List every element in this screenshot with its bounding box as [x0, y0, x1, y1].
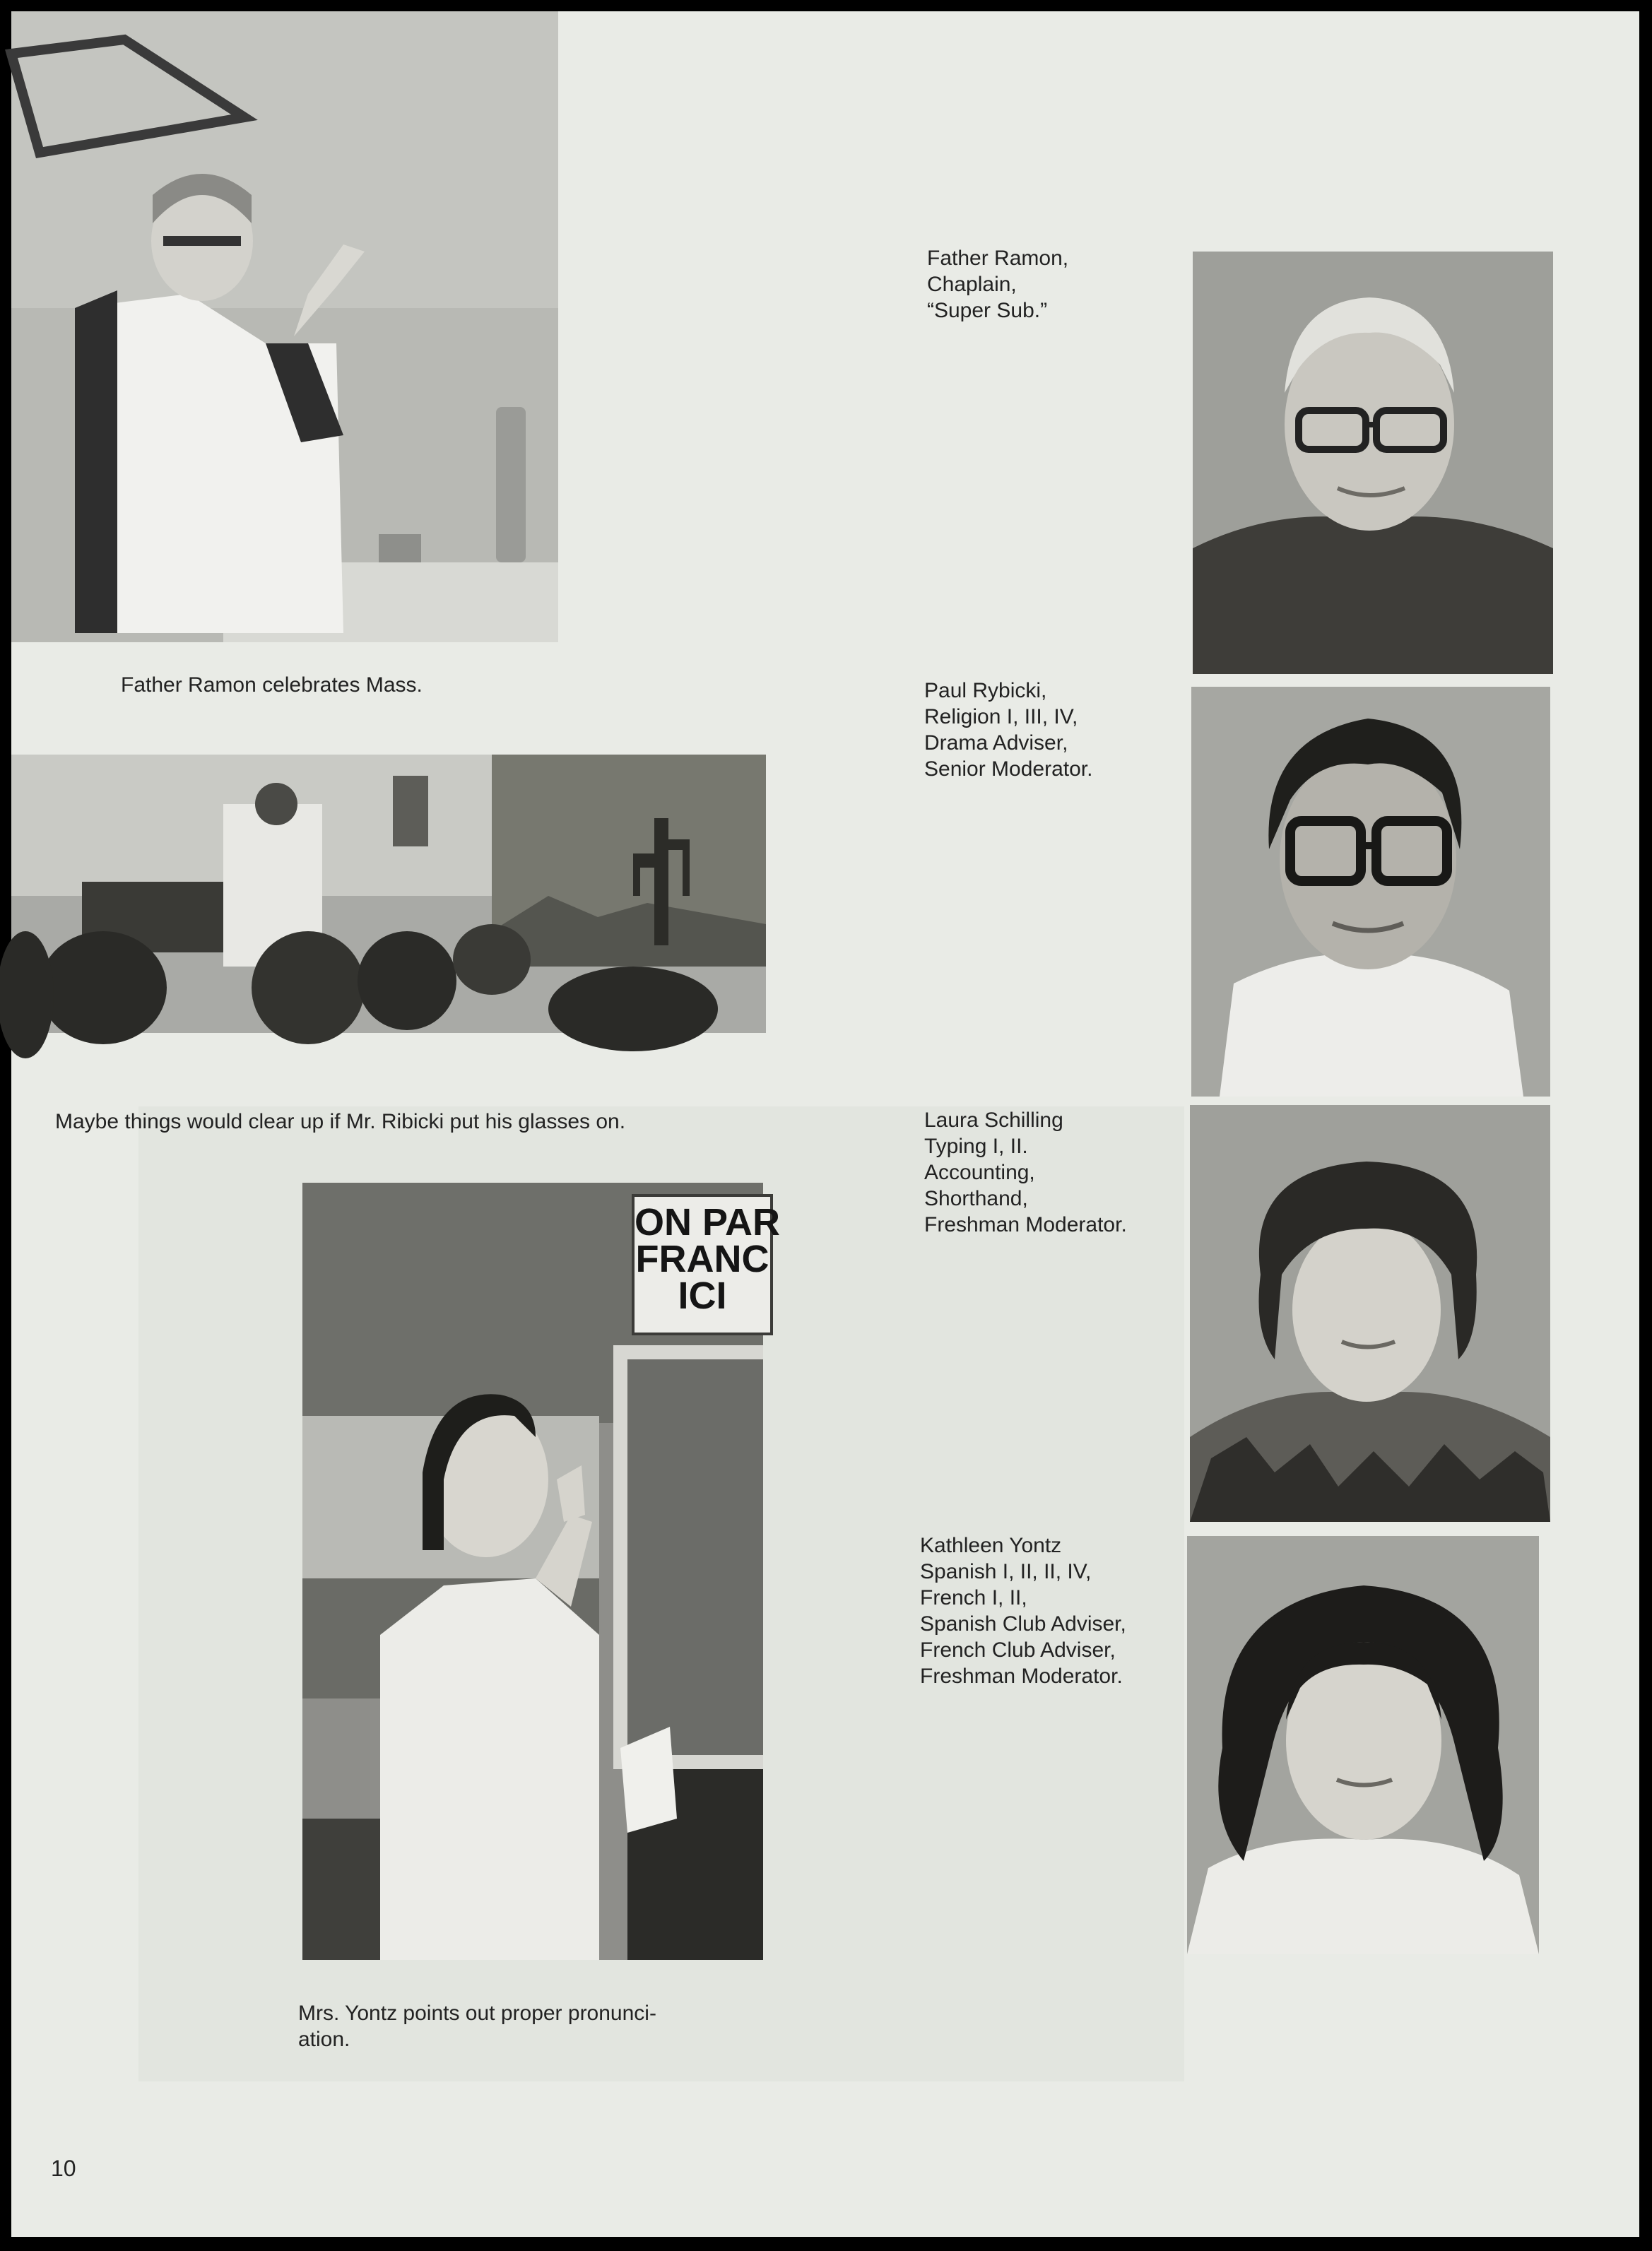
- faculty-schilling-line: Typing I, II.: [924, 1135, 1028, 1158]
- portrait-rybicki: [1191, 687, 1550, 1097]
- page-number: 10: [51, 2156, 76, 2181]
- caption-mass: Father Ramon celebrates Mass.: [121, 673, 423, 697]
- sign-line-3: ICI: [678, 1275, 727, 1317]
- faculty-yontz-line: Kathleen Yontz: [920, 1534, 1062, 1557]
- faculty-yontz-line: Spanish Club Adviser,: [920, 1612, 1126, 1636]
- faculty-ramon-line: “Super Sub.”: [927, 299, 1048, 322]
- caption-classroom: Maybe things would clear up if Mr. Ribicki put his glasses on.: [55, 1110, 626, 1133]
- faculty-yontz-line: Spanish I, II, II, IV,: [920, 1560, 1092, 1583]
- caption-yontz-line-1: Mrs. Yontz points out proper pronunci-: [298, 2002, 656, 2025]
- faculty-rybicki-line: Religion I, III, IV,: [924, 705, 1078, 728]
- faculty-yontz-line: French Club Adviser,: [920, 1638, 1116, 1662]
- faculty-yontz-line: Freshman Moderator.: [920, 1665, 1123, 1688]
- faculty-schilling-line: Accounting,: [924, 1161, 1035, 1184]
- photo-classroom: [11, 755, 766, 1033]
- portrait-ramon: [1193, 252, 1553, 674]
- portrait-schilling: [1190, 1105, 1550, 1522]
- faculty-ramon-line: Father Ramon,: [927, 247, 1069, 270]
- yearbook-page: [11, 11, 1639, 2237]
- faculty-caption-ramon: [927, 245, 1068, 324]
- photo-yontz-teaching: [302, 1183, 781, 1960]
- faculty-rybicki-line: Senior Moderator.: [924, 757, 1093, 781]
- faculty-schilling-line: Shorthand,: [924, 1187, 1028, 1210]
- faculty-yontz-line: French I, II,: [920, 1586, 1027, 1609]
- classroom-sign: [632, 1194, 781, 1335]
- faculty-rybicki-line: Paul Rybicki,: [924, 679, 1047, 702]
- faculty-rybicki-line: Drama Adviser,: [924, 731, 1068, 755]
- faculty-schilling-line: Laura Schilling: [924, 1109, 1063, 1132]
- faculty-caption-schilling: [924, 1107, 1127, 1238]
- photo-mass: [11, 11, 558, 642]
- faculty-schilling-line: Freshman Moderator.: [924, 1213, 1127, 1236]
- caption-yontz-line-2: ation.: [298, 2028, 350, 2051]
- faculty-caption-rybicki: [924, 678, 1092, 782]
- sign-line-2: FRANC: [635, 1238, 769, 1280]
- sign-line-1: ON PAR: [635, 1201, 781, 1243]
- caption-yontz-teaching: [298, 2000, 656, 2052]
- faculty-ramon-line: Chaplain,: [927, 273, 1017, 296]
- faculty-caption-yontz: [920, 1532, 1126, 1689]
- portrait-yontz: [1187, 1536, 1539, 1954]
